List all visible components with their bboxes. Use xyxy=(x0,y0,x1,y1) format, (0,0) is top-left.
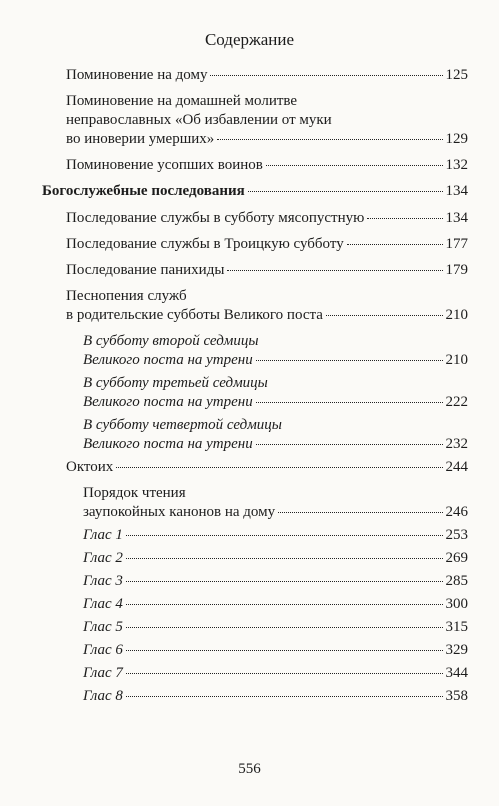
dot-leader xyxy=(266,165,443,166)
toc-entry[interactable] xyxy=(83,416,468,454)
toc-page-number: 210 xyxy=(445,307,468,323)
toc-entry[interactable] xyxy=(66,235,468,254)
toc-entry-title: В субботу четвертой седмицы xyxy=(83,417,282,433)
toc-entry[interactable] xyxy=(83,595,468,614)
toc-entry[interactable] xyxy=(83,572,468,591)
toc-entry-title: Глас 5 xyxy=(83,619,123,635)
toc-entry[interactable] xyxy=(83,332,468,370)
toc-page-number: 177 xyxy=(445,236,468,252)
toc-entry[interactable] xyxy=(66,156,468,175)
toc-entry-title: неправославных «Об избавлении от муки xyxy=(66,112,332,128)
toc-entry-title: Поминовение на дому xyxy=(66,67,208,83)
toc-page-number: 315 xyxy=(445,619,468,635)
toc-entry-title: В субботу второй седмицы xyxy=(83,333,259,349)
dot-leader xyxy=(210,75,442,76)
table-of-contents xyxy=(0,66,499,710)
dot-leader xyxy=(256,402,443,403)
toc-entry[interactable] xyxy=(83,618,468,637)
toc-page-number: 253 xyxy=(445,527,468,543)
toc-entry[interactable] xyxy=(66,209,468,228)
toc-entry-title: Глас 7 xyxy=(83,665,123,681)
toc-entry-title: Порядок чтения xyxy=(83,485,186,501)
toc-page-number: 269 xyxy=(445,550,468,566)
toc-entry-title: Глас 6 xyxy=(83,642,123,658)
dot-leader xyxy=(126,558,443,559)
dot-leader xyxy=(126,581,443,582)
dot-leader xyxy=(116,467,442,468)
toc-page-number: 222 xyxy=(445,394,468,410)
dot-leader xyxy=(278,512,442,513)
dot-leader xyxy=(256,444,443,445)
toc-page-number: 244 xyxy=(445,459,468,475)
toc-entry[interactable] xyxy=(83,549,468,568)
toc-entry[interactable] xyxy=(83,374,468,412)
toc-page-number: 134 xyxy=(445,183,468,199)
toc-entry[interactable] xyxy=(83,687,468,706)
toc-page-number: 134 xyxy=(445,210,468,226)
toc-page-number: 246 xyxy=(445,504,468,520)
toc-entry-title: В субботу третьей седмицы xyxy=(83,375,268,391)
toc-entry-title: во иноверии умерших» xyxy=(66,131,215,147)
toc-entry[interactable] xyxy=(83,484,468,522)
toc-entry-title: Великого поста на утрени xyxy=(83,352,253,368)
toc-page-number: 210 xyxy=(445,352,468,368)
toc-entry[interactable] xyxy=(66,287,468,325)
dot-leader xyxy=(126,650,443,651)
toc-entry[interactable] xyxy=(66,458,468,477)
toc-entry-title: Последование службы в Троицкую субботу xyxy=(66,236,344,252)
toc-entry-title: Глас 2 xyxy=(83,550,123,566)
toc-page-number: 125 xyxy=(445,67,468,83)
toc-entry[interactable] xyxy=(83,664,468,683)
toc-entry-title: Поминовение на домашней молитве xyxy=(66,93,298,109)
toc-entry-title: Поминовение усопших воинов xyxy=(66,157,263,173)
toc-entry-title: Глас 3 xyxy=(83,573,123,589)
toc-entry-title: Последование панихиды xyxy=(66,262,225,278)
toc-entry-title: Октоих xyxy=(66,459,114,475)
dot-leader xyxy=(126,696,443,697)
toc-page-number: 329 xyxy=(445,642,468,658)
toc-entry[interactable] xyxy=(83,641,468,660)
toc-page-number: 300 xyxy=(445,596,468,612)
toc-page-number: 344 xyxy=(445,665,468,681)
toc-entry[interactable] xyxy=(83,526,468,545)
toc-entry-title: Глас 1 xyxy=(83,527,123,543)
toc-entry-title: Великого поста на утрени xyxy=(83,436,253,452)
toc-entry-title: в родительские субботы Великого поста xyxy=(66,307,323,323)
toc-page-number: 129 xyxy=(445,131,468,147)
toc-page-number: 358 xyxy=(445,688,468,704)
toc-page-number: 232 xyxy=(445,436,468,452)
dot-leader xyxy=(326,315,443,316)
toc-entry-title: Великого поста на утрени xyxy=(83,394,253,410)
dot-leader xyxy=(126,535,443,536)
toc-page-number: 285 xyxy=(445,573,468,589)
dot-leader xyxy=(217,139,442,140)
page-title: Содержание xyxy=(204,30,295,49)
dot-leader xyxy=(367,218,442,219)
toc-entry[interactable] xyxy=(66,261,468,280)
toc-page-number: 132 xyxy=(445,157,468,173)
page-number: 556 xyxy=(238,761,261,777)
toc-entry-title: Глас 4 xyxy=(83,596,123,612)
toc-entry-title: Глас 8 xyxy=(83,688,123,704)
dot-leader xyxy=(256,360,443,361)
dot-leader xyxy=(347,244,443,245)
toc-entry[interactable] xyxy=(42,182,468,201)
toc-entry-title: Богослужебные последования xyxy=(42,183,245,199)
dot-leader xyxy=(126,627,443,628)
dot-leader xyxy=(126,604,443,605)
dot-leader xyxy=(126,673,443,674)
toc-entry-title: Последование службы в субботу мясопустную xyxy=(66,210,365,226)
dot-leader xyxy=(248,191,443,192)
toc-page-number: 179 xyxy=(445,262,468,278)
dot-leader xyxy=(227,270,442,271)
toc-entry[interactable] xyxy=(66,92,468,149)
toc-entry[interactable] xyxy=(66,66,468,85)
toc-entry-title: Песнопения служб xyxy=(66,288,187,304)
toc-entry-title: заупокойных канонов на дому xyxy=(83,504,276,520)
